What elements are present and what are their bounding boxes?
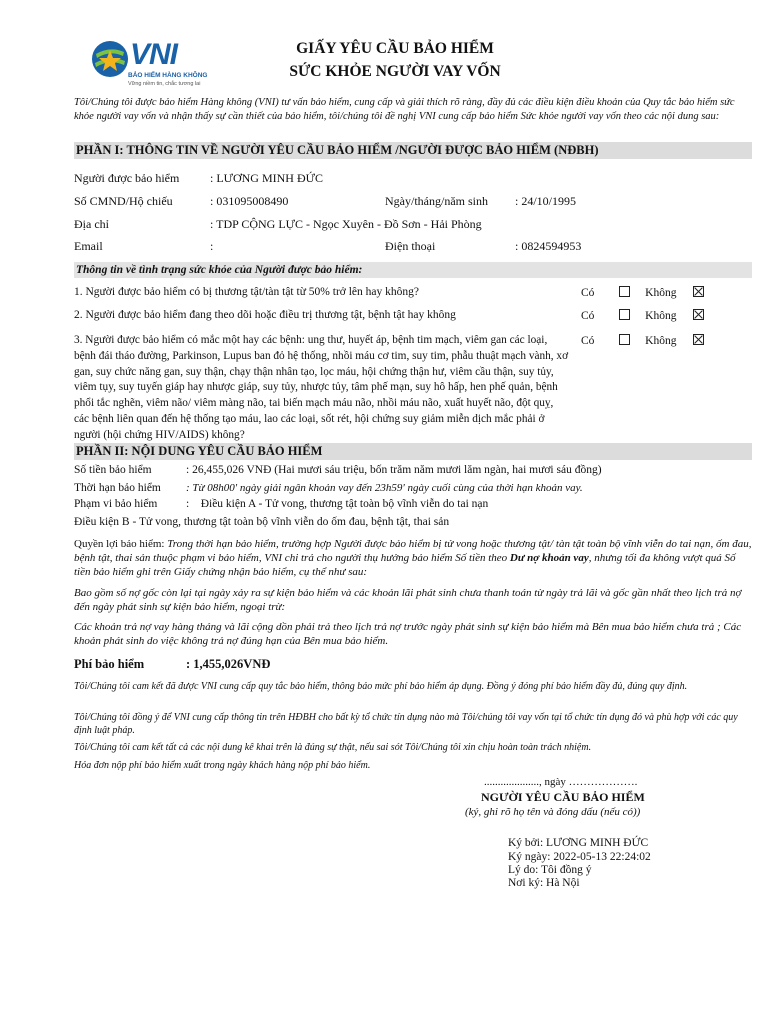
benefit-paragraph <box>74 537 754 579</box>
vni-logo <box>90 38 208 94</box>
question-3-yes-checkbox[interactable] <box>619 334 630 345</box>
question-1-yes-checkbox[interactable] <box>619 286 630 297</box>
id-label: Số CMND/Hộ chiếu <box>74 194 173 208</box>
amount-label: Số tiền bảo hiểm <box>74 464 152 476</box>
commitment-3: Tôi/Chúng tôi cam kết tất cả các nội dung kê khai trên là đúng sự thật, nếu sai sót Tôi/Chúng tôi xin chịu hoàn toàn trách nhiệm. <box>74 742 592 753</box>
no-label: Không <box>645 335 677 347</box>
address-label: Địa chỉ <box>74 217 109 231</box>
health-question-3: 3. Người được bảo hiểm có mắc một hay các bệnh: ung thư, huyết áp, bệnh tim mạch, viêm gan các loại, bệnh đái tháo đường, Parkinson, Lupus ban đỏ hệ thống, nhồi máu cơ tim, suy tim, phẫu thuật mạch vành, xơ gan, suy chức năng gan, suy thận, chạy thận nhân tạo, lọc máu, hội chứng thận hư, viêm cầu thận, suy tủy, viêm tụy, suy tuyến giáp hay nhược giáp, suy tủy, nhược tủy, tâm phế mạn, suy hô hấp, hen phế quản, bệnh phổi tắc nghẽn, viêm não/ viêm màng não, tai biến mạch máu não, nhồi máu não, xuất huyết não, đột quỵ, các bệnh liên quan đến hệ thống tạo máu, lao các loại, sốt rét, hội chứng suy giảm miễn dịch mắc phải ở người (hội chứng HIV/AIDS) không? <box>74 334 569 441</box>
benefit-text: Trong thời hạn bảo hiểm, trường hợp Người được bảo hiểm bị tử vong hoặc thương tật/ tàn tật toàn bộ vĩnh viễn do tai nạn, ốm đau, bệnh tật, thai sản thuộc phạm vi bảo hiểm, VNI chi trả cho người thụ hưởng bảo hiểm Số tiền theo <box>74 538 752 564</box>
id-value: : 031095008490 <box>210 194 289 208</box>
phone-value: : 0824594953 <box>515 239 582 253</box>
document-title-line2: SỨC KHỎE NGƯỜI VAY VỐN <box>289 63 501 80</box>
logo-subtitle: BẢO HIỂM HÀNG KHÔNG <box>128 72 208 79</box>
insured-label: Người được bảo hiểm <box>74 171 180 185</box>
benefit-tail: , nhưng tối đa không vượt quá Số tiền bảo hiểm ghi trên Giấy chứng nhận bảo hiểm, cụ thể như sau: <box>74 552 736 578</box>
commitment-4: Hóa đơn nộp phí bảo hiểm xuất trong ngày khách hàng nộp phí bảo hiểm. <box>74 760 371 771</box>
email-value: : <box>210 239 214 253</box>
dob-label: Ngày/tháng/năm sinh <box>385 194 488 208</box>
question-3-no-checkbox[interactable] <box>693 334 704 345</box>
signed-date: Ký ngày: 2022-05-13 22:24:02 <box>508 851 651 863</box>
yes-label: Có <box>581 310 595 322</box>
question-2-no-checkbox[interactable] <box>693 309 704 320</box>
scope-condition-b: Điều kiện B - Tử vong, thương tật toàn bộ vĩnh viễn do ốm đau, bệnh tật, thai sản <box>74 516 450 528</box>
insured-value: : LƯƠNG MINH ĐỨC <box>210 171 323 185</box>
exclusion-paragraph: Các khoản trả nợ vay hàng tháng và lãi cộng dồn phải trả theo lịch trả nợ trước ngày phát sinh sự kiện bảo hiểm mà Bên mua bảo hiểm chưa trả ; Các khoản phát sinh do việc không trả nợ đúng hạn của Bên mua bảo hiểm. <box>74 621 742 647</box>
question-1-no-checkbox[interactable] <box>693 286 704 297</box>
period-label: Thời hạn bảo hiểm <box>74 482 161 494</box>
question-3-answer <box>581 334 704 347</box>
address-value: : TDP CỘNG LỰC - Ngọc Xuyên - Đồ Sơn - Hải Phòng <box>210 217 482 231</box>
premium-label: Phí bảo hiểm <box>74 657 145 671</box>
yes-label: Có <box>581 287 595 299</box>
signature-title: NGƯỜI YÊU CẦU BẢO HIỂM <box>481 790 645 804</box>
section2-heading: PHẦN II: NỘI DUNG YÊU CẦU BẢO HIỂM <box>74 443 752 460</box>
question-2-answer <box>581 309 704 322</box>
amount-value: : 26,455,026 VNĐ (Hai mươi sáu triệu, bốn trăm năm mươi lăm ngàn, hai mươi sáu đồng) <box>186 464 602 476</box>
section1-heading: PHẦN I: THÔNG TIN VỀ NGƯỜI YÊU CẦU BẢO HIỂM /NGƯỜI ĐƯỢC BẢO HIỂM (NĐBH) <box>74 142 752 159</box>
phone-label: Điện thoại <box>385 239 436 253</box>
benefit-label: Quyền lợi bảo hiểm: <box>74 538 165 550</box>
logo-slogan: Vững niềm tin, chắc tương lai <box>128 81 201 87</box>
no-label: Không <box>645 310 677 322</box>
yes-label: Có <box>581 335 595 347</box>
no-label: Không <box>645 287 677 299</box>
signed-by: Ký bởi: LƯƠNG MINH ĐỨC <box>508 837 649 849</box>
signature-note: (ký, ghi rõ họ tên và đóng dấu (nếu có)) <box>465 806 641 818</box>
question-2-yes-checkbox[interactable] <box>619 309 630 320</box>
logo-brand: VNI <box>130 38 178 71</box>
signature-date-line: ...................., ngày ………………. <box>484 776 638 788</box>
health-question-2: 2. Người được bảo hiểm đang theo dõi hoặc điều trị thương tật, bệnh tật hay không <box>74 309 456 321</box>
benefit-bold: Dư nợ khoản vay <box>509 552 589 564</box>
outstanding-paragraph: Bao gồm số nợ gốc còn lại tại ngày xảy ra sự kiện bảo hiểm và các khoản lãi phát sinh chưa thanh toán từ ngày trả lãi và gốc gần nhất theo lịch trả nợ đến ngày phát sinh sự kiện bảo hiểm, ngoại trừ: <box>74 587 742 613</box>
email-label: Email <box>74 239 103 253</box>
dob-value: : 24/10/1995 <box>515 194 577 208</box>
scope-value: : Điều kiện A - Tử vong, thương tật toàn bộ vĩnh viễn do tai nạn <box>186 498 489 510</box>
document-title-line1: GIẤY YÊU CẦU BẢO HIỂM <box>296 40 494 57</box>
commitment-1: Tôi/Chúng tôi cam kết đã được VNI cung cấp quy tắc bảo hiểm, thông báo mức phí bảo hiểm áp dụng. Đồng ý đóng phí bảo hiểm đầy đủ, đúng quy định. <box>74 681 688 692</box>
health-heading: Thông tin về tình trạng sức khỏe của Người được bảo hiểm: <box>74 262 752 278</box>
scope-label: Phạm vi bảo hiểm <box>74 498 158 510</box>
vni-globe-icon <box>90 38 130 82</box>
premium-value: : 1,455,026VNĐ <box>186 657 271 671</box>
health-question-1: 1. Người được bảo hiểm có bị thương tật/tàn tật từ 50% trở lên hay không? <box>74 286 419 298</box>
signing-place: Nơi ký: Hà Nội <box>508 877 580 889</box>
question-1-answer <box>581 286 704 299</box>
signing-reason: Lý do: Tôi đồng ý <box>508 864 592 876</box>
commitment-2: Tôi/Chúng tôi đồng ý để VNI cung cấp thông tin trên HĐBH cho bất kỳ tổ chức tín dụng nào mà Tôi/chúng tôi vay vốn tại tổ chức tín dụng đó và phù hợp với các quy định luật pháp. <box>74 712 738 736</box>
intro-paragraph: Tôi/Chúng tôi được bảo hiểm Hàng không (VNI) tư vấn bảo hiểm, cung cấp và giải thích rõ ràng, đầy đủ các điều kiện điều khoản của Quy tắc bảo hiểm sức khỏe người vay vốn và nhận thấy sự cần thiết của bảo hiểm, tôi/chúng tôi đề nghị VNI cung cấp bảo hiểm Sức khỏe người vay vốn theo các nội dung sau: <box>74 97 735 122</box>
period-value: : Từ 08h00' ngày giải ngân khoản vay đến 23h59' ngày cuối cùng của thời hạn khoản vay. <box>186 482 583 494</box>
